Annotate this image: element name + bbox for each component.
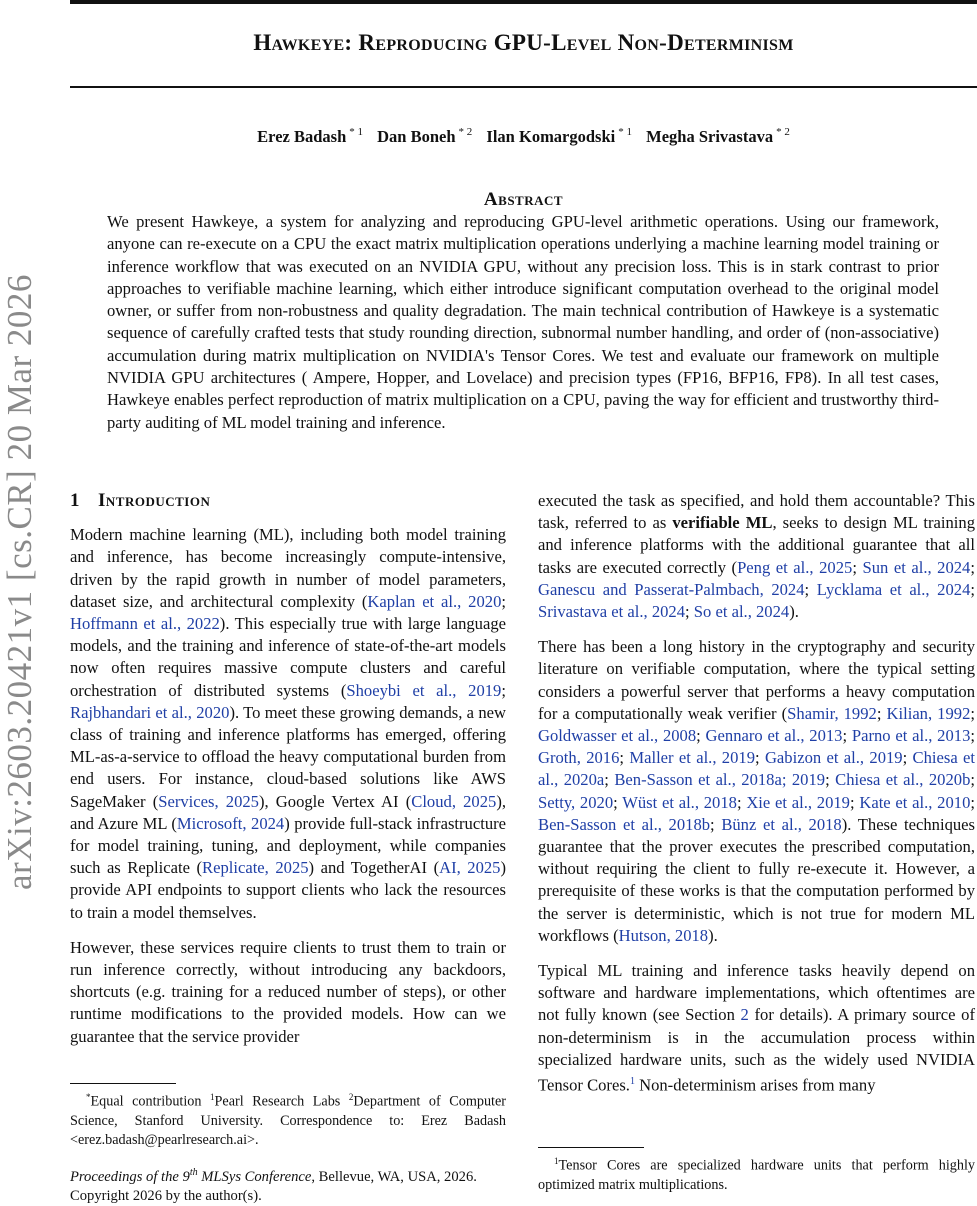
paragraph-intro-2: However, these services require clients to trust them to train or run inference correctly, without introducing any backdoors, shortcuts (e.g. training for a reduced number of steps), or other runtime modifications to the provided models. How can we guarantee that the service provider bbox=[70, 937, 506, 1046]
text-run: ; bbox=[842, 726, 852, 746]
section-heading: 1 Introduction bbox=[70, 490, 211, 511]
citation-link[interactable]: Kilian, 1992 bbox=[886, 703, 971, 723]
left-column bbox=[70, 490, 506, 1061]
text-run: ; bbox=[710, 814, 722, 834]
citation-link[interactable]: Shamir, 1992 bbox=[787, 703, 877, 723]
text-run: ). These techniques guarantee that the prover executes the prescribed computation, without requiring the client to fully re-execute it. However, a prerequisite of these works is that the computation performed by the server is deterministic, which is not true for modern ML workflows ( bbox=[538, 814, 975, 945]
bold-term: verifiable ML bbox=[672, 513, 773, 533]
citation-link[interactable]: Hoffmann et al., 2022 bbox=[70, 614, 220, 634]
citation-link[interactable]: Ben-Sasson et al., 2018b bbox=[538, 814, 711, 834]
text-run: ). bbox=[789, 602, 799, 622]
author: Ilan Komargodski $^{* 1}$ bbox=[486, 126, 632, 146]
text-run: Typical ML training and inference tasks heavily depend on software and hardware implementations, which oftentimes are not fully known (see Section bbox=[538, 961, 975, 1025]
paper-title: Hawkeye: Reproducing GPU-Level Non-Determinism bbox=[253, 30, 794, 55]
paragraph-verifiable-ml bbox=[538, 490, 975, 623]
citation-link[interactable]: Rajbhandari et al., 2020 bbox=[70, 702, 230, 722]
text-run: ; bbox=[501, 591, 506, 611]
text-run: ), Google Vertex AI ( bbox=[258, 791, 412, 811]
citation-link[interactable]: Parno et al., 2013 bbox=[851, 726, 971, 746]
citation-link[interactable]: Microsoft, 2024 bbox=[176, 813, 285, 833]
citation-link[interactable]: Sun et al., 2024 bbox=[862, 557, 971, 577]
text-run: ; bbox=[685, 602, 694, 622]
citation-link[interactable]: AI, 2025 bbox=[439, 858, 501, 878]
citation-link[interactable]: Lycklama et al., 2024 bbox=[816, 579, 971, 599]
text-run: Modern machine learning (ML), including both model training and inference, has become increasingly compute-intensive, driven by the rapid growth in number of model parameters, dataset size, and architectural complexity ( bbox=[70, 525, 506, 611]
citation-link[interactable]: Cloud, 2025 bbox=[411, 791, 497, 811]
citation-link[interactable]: Srivastava et al., 2024 bbox=[538, 602, 686, 622]
title-bottom-rule bbox=[70, 86, 977, 88]
text-run: ). To meet these growing demands, a new class of training and inference platforms has emerged, offering ML-as-a-service to offload the heavy computational burden from end users. For instance, cloud-based solutions like AWS SageMaker ( bbox=[70, 702, 506, 811]
text-run: ; bbox=[696, 726, 706, 746]
citation-link[interactable]: Ganescu and Passerat-Palmbach, 2024 bbox=[538, 579, 805, 599]
footnote-rule-left bbox=[70, 1083, 176, 1084]
text-run: ; bbox=[755, 748, 765, 768]
citation-link[interactable]: Wüst et al., 2018 bbox=[622, 792, 737, 812]
text-run: ; bbox=[804, 579, 817, 599]
text-run: ), and Azure ML ( bbox=[70, 791, 506, 833]
citation-link[interactable]: So et al., 2024 bbox=[693, 602, 790, 622]
citation-link[interactable]: Ben-Sasson et al., 2018a; 2019 bbox=[614, 770, 826, 790]
paragraph-non-determinism bbox=[538, 960, 975, 1097]
text-run: ; bbox=[970, 557, 975, 577]
citation-link[interactable]: Chiesa et al., 2020a bbox=[538, 748, 976, 790]
footnote-affiliations: *Equal contribution $^1$Pearl Research Labs $^2$Department of Computer Science, Stanford University. Correspondence to: Erez Badash <erez.badash@pearlresearch.ai>. bbox=[70, 1092, 507, 1148]
footnote-rule-right bbox=[538, 1147, 644, 1148]
citation-link[interactable]: Peng et al., 2025 bbox=[737, 557, 853, 577]
citation-link[interactable]: Groth, 2016 bbox=[538, 748, 620, 768]
citation-link[interactable]: Replicate, 2025 bbox=[202, 858, 309, 878]
arxiv-stamp: arXiv:2603.20421v1 [cs.CR] 20 Mar 2026 bbox=[0, 274, 39, 890]
citation-link[interactable]: Kate et al., 2010 bbox=[859, 792, 971, 812]
text-run: ; bbox=[849, 792, 860, 812]
proceedings-note: Proceedings of the 9th MLSys Conference, Bellevue, WA, USA, 2026. Copyright 2026 by the author(s). bbox=[70, 1167, 477, 1204]
paragraph-verifiable-computation bbox=[538, 636, 975, 947]
text-run: ; bbox=[970, 770, 975, 790]
citation-link[interactable]: Maller et al., 2019 bbox=[629, 748, 755, 768]
citation-link[interactable]: Kaplan et al., 2020 bbox=[367, 591, 502, 611]
text-run: ) and TogetherAI ( bbox=[308, 858, 440, 878]
citation-link[interactable]: Hutson, 2018 bbox=[618, 925, 709, 945]
text-run: ; bbox=[736, 792, 747, 812]
citation-link[interactable]: Bünz et al., 2018 bbox=[721, 814, 842, 834]
text-run: for details). A primary source of non-determinism is in the accumulation process within specialized hardware units, such as the widely used NVIDIA Tensor Cores. bbox=[538, 1005, 975, 1095]
citation-link[interactable]: Xie et al., 2019 bbox=[746, 792, 850, 812]
footnote-tensor-cores: $^1$Tensor Cores are specialized hardware units that perform highly optimized matrix multiplications. bbox=[538, 1156, 975, 1193]
text-run: ; bbox=[501, 680, 506, 700]
text-run: ; bbox=[613, 792, 623, 812]
text-run: , seeks to design ML training and inference platforms with the additional guarantee that all tasks are executed correctly ( bbox=[538, 513, 975, 577]
text-run: ; bbox=[970, 792, 975, 812]
citation-link[interactable]: Shoeybi et al., 2019 bbox=[346, 680, 502, 700]
text-run: ; bbox=[619, 748, 630, 768]
citation-link[interactable]: Setty, 2020 bbox=[538, 792, 614, 812]
citation-link[interactable]: Gabizon et al., 2019 bbox=[764, 748, 903, 768]
text-run: ) provide full-stack infrastructure for model training, tuning, and deployment, while companies such as Replicate ( bbox=[70, 813, 507, 878]
text-run: ; bbox=[902, 748, 913, 768]
citation-link[interactable]: Gennaro et al., 2013 bbox=[705, 726, 843, 746]
citation-link[interactable]: Services, 2025 bbox=[158, 791, 259, 811]
paragraph-intro-1 bbox=[70, 524, 506, 924]
right-column bbox=[538, 490, 975, 1110]
text-run: ; bbox=[970, 703, 975, 723]
footnote-marker[interactable]: 1 bbox=[629, 1076, 635, 1088]
text-run: Non-determinism arises from many bbox=[634, 1075, 876, 1095]
author: Dan Boneh $^{* 2}$ bbox=[377, 126, 473, 146]
text-run: ; bbox=[970, 726, 975, 746]
author-list bbox=[70, 126, 977, 147]
abstract-heading: Abstract bbox=[483, 189, 564, 210]
text-run: ; bbox=[604, 770, 615, 790]
text-run: ) provide API endpoints to support clients who lack the resources to train a model themselves. bbox=[70, 858, 506, 922]
text-run: ; bbox=[852, 557, 863, 577]
text-run: executed the task as specified, and hold them accountable? This task, referred to as bbox=[538, 491, 975, 533]
text-run: ). This especially true with large language models, and the training and inference of state-of-the-art models now often requires massive compute clusters and careful orchestration of distributed systems ( bbox=[70, 614, 506, 700]
top-rule bbox=[70, 0, 977, 4]
author: Erez Badash $^{* 1}$ bbox=[257, 126, 364, 146]
text-run: ). bbox=[708, 925, 718, 945]
text-run: There has been a long history in the cryptography and security literature on verifiable computation, where the typical setting considers a powerful server that performs a heavy computation for a computationally weak verifier ( bbox=[538, 637, 975, 723]
citation-link[interactable]: Goldwasser et al., 2008 bbox=[538, 726, 697, 746]
abstract-text: We present Hawkeye, a system for analyzing and reproducing GPU-level arithmetic operations. Using our framework, anyone can re-execute on a CPU the exact matrix multiplication operations underlying a machine learning model training or inference workflow that was executed on an NVIDIA GPU, without any precision loss. This is in stark contrast to prior approaches to verifiable machine learning, which either introduce significant computation overhead to the original model owner, or suffer from non-robustness and quality degradation. The main technical contribution of Hawkeye is a systematic sequence of carefully crafted tests that study rounding direction, subnormal number handling, and order of (non-associative) accumulation during matrix multiplication on NVIDIA's Tensor Cores. We test and evaluate our framework on multiple NVIDIA GPU architectures ( Ampere, Hopper, and Lovelace) and precision types (FP16, BFP16, FP8). In all test cases, Hawkeye enables perfect reproduction of matrix multiplication on a CPU, paving the way for efficient and trustworthy third-party auditing of ML model training and inference. bbox=[107, 212, 939, 432]
citation-link[interactable]: 2 bbox=[740, 1005, 749, 1025]
text-run: ; bbox=[825, 770, 836, 790]
text-run: ; bbox=[876, 703, 887, 723]
text-run: ; bbox=[970, 579, 975, 599]
author: Megha Srivastava $^{* 2}$ bbox=[646, 126, 790, 146]
citation-link[interactable]: Chiesa et al., 2020b bbox=[835, 770, 971, 790]
